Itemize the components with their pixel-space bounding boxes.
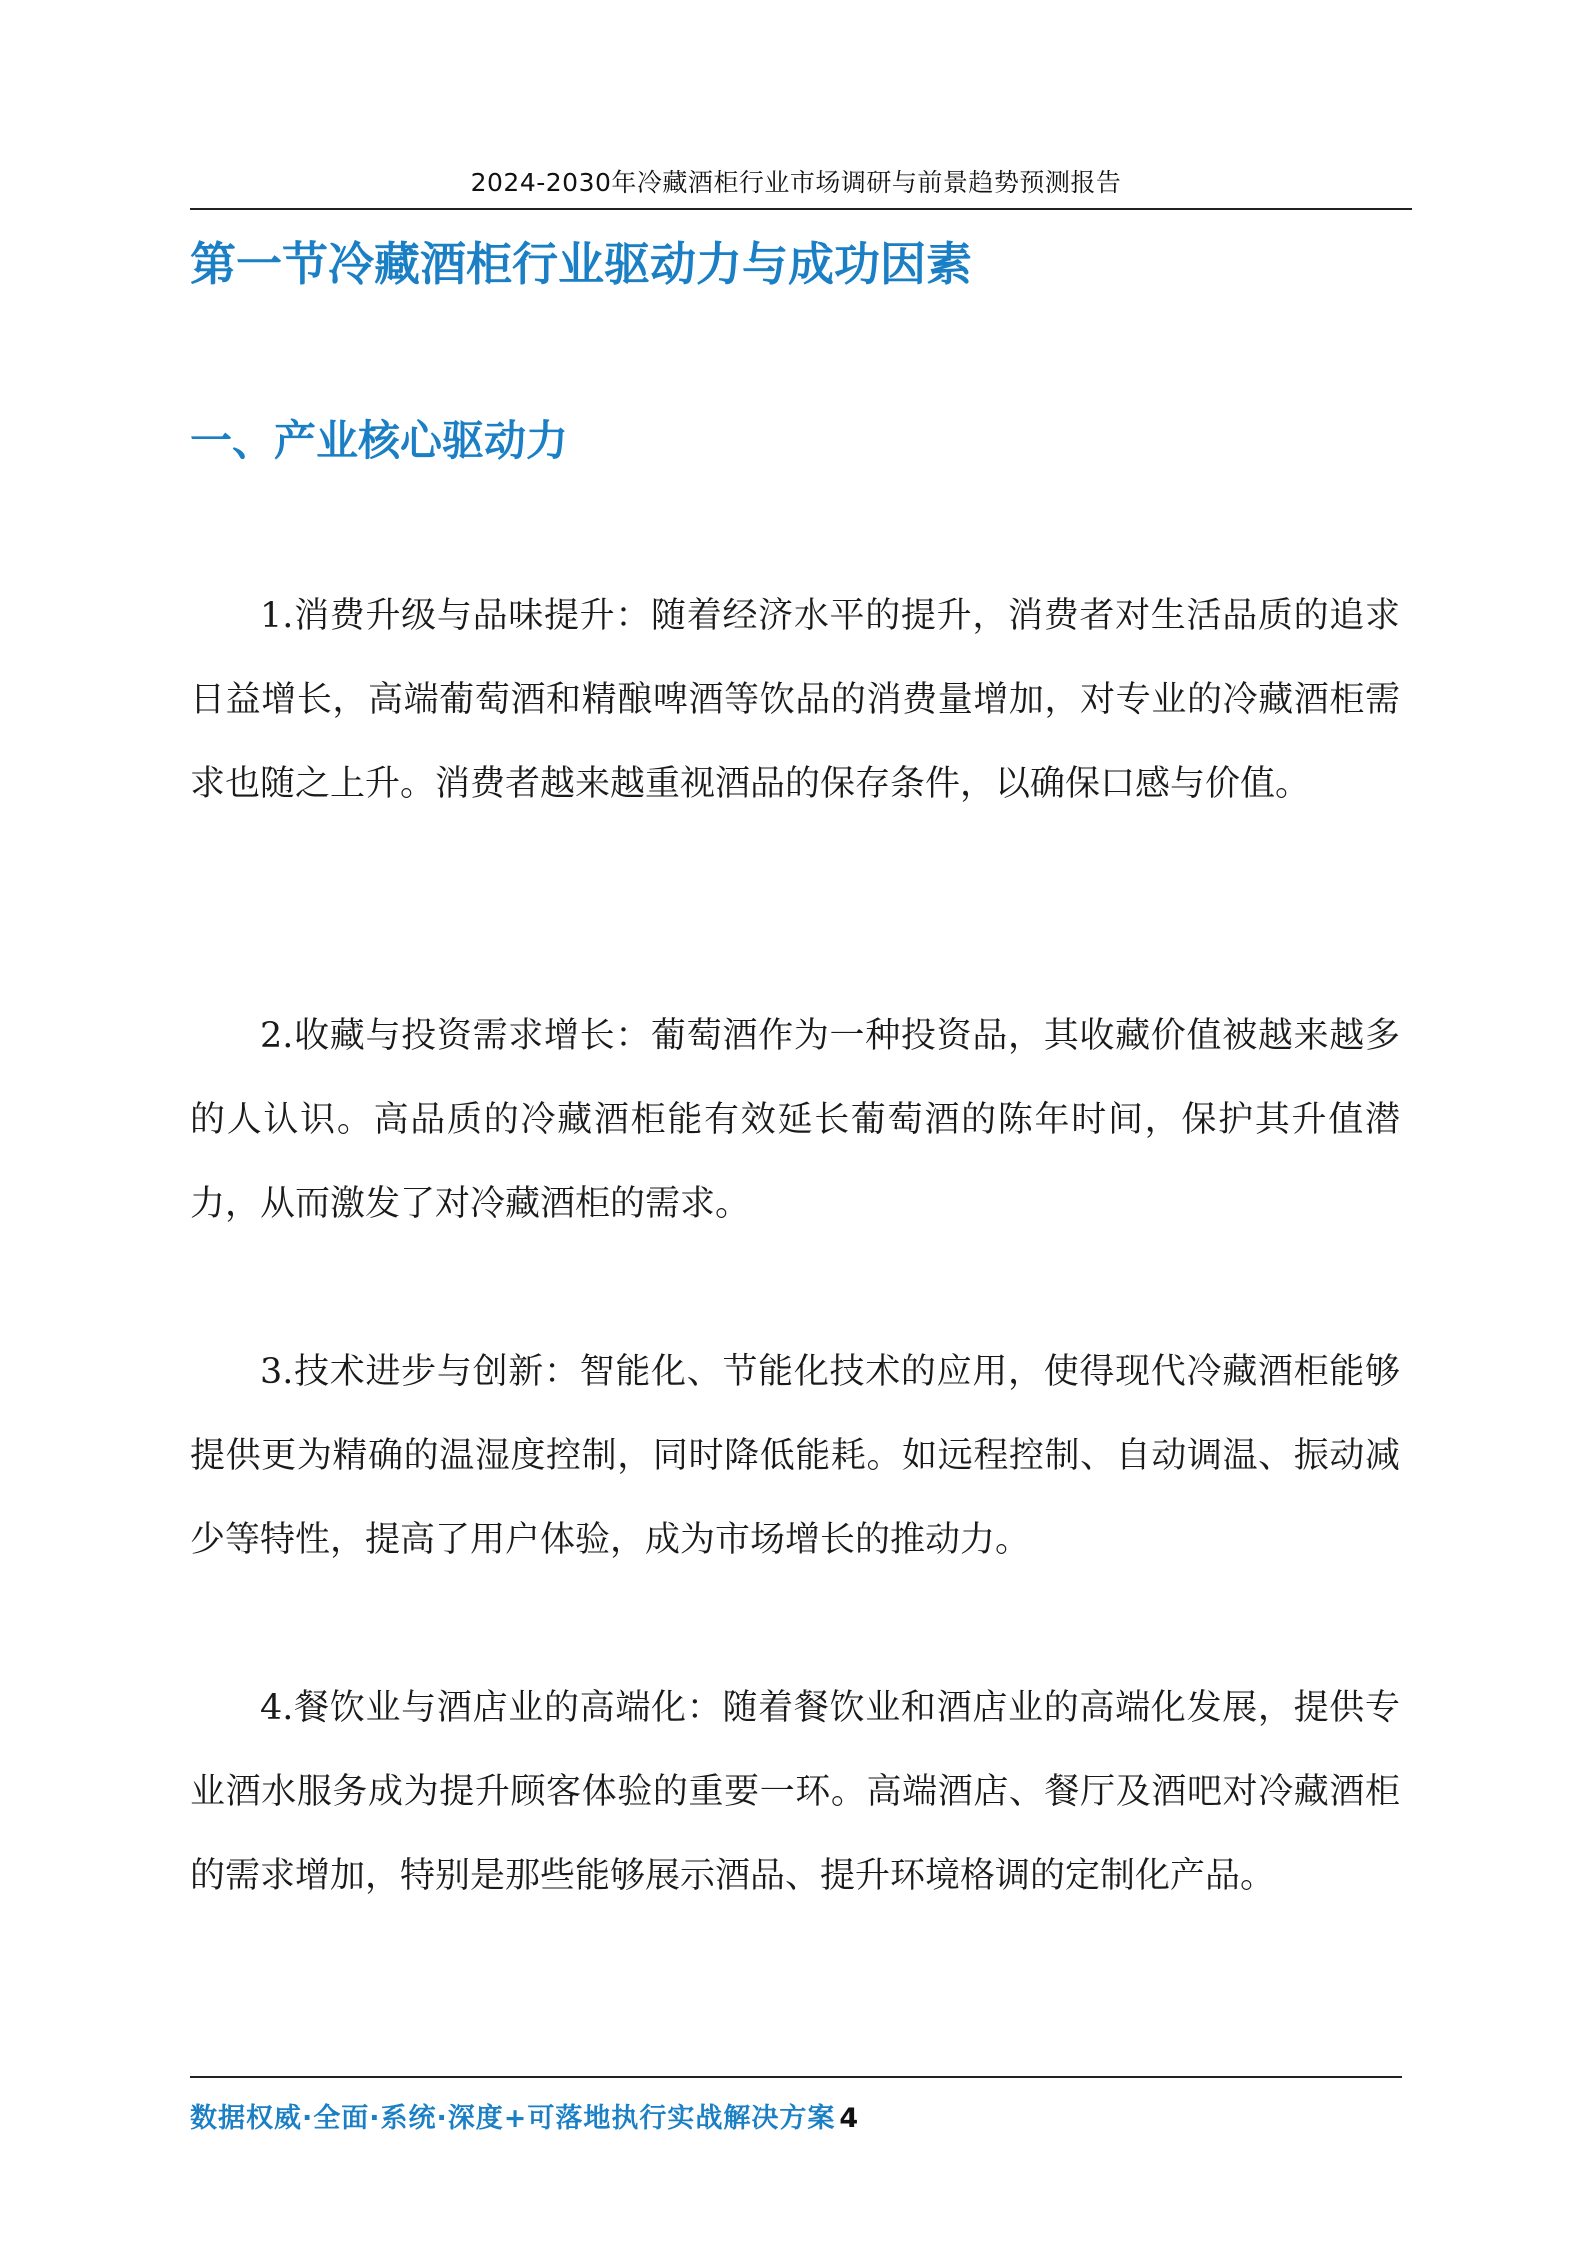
- section-title: 第一节冷藏酒柜行业驱动力与成功因素: [190, 237, 972, 291]
- page-number: 4: [839, 2103, 860, 2134]
- paragraph-hospitality-premium: 4.餐饮业与酒店业的高端化：随着餐饮业和酒店业的高端化发展，提供专业酒水服务成为提升顾客体验的重要一环。高端酒店、餐厅及酒吧对冷藏酒柜的需求增加，特别是那些能够展示酒品、提升环境格调的定制化产品。: [190, 1688, 1400, 1896]
- footer: [190, 2096, 859, 2135]
- paragraph-collection-investment: 2.收藏与投资需求增长：葡萄酒作为一种投资品，其收藏价值被越来越多的人认识。高品质的冷藏酒柜能有效延长葡萄酒的陈年时间，保护其升值潜力，从而激发了对冷藏酒柜的需求。: [190, 1016, 1400, 1224]
- paragraph-consumption-upgrade: 1.消费升级与品味提升：随着经济水平的提升，消费者对生活品质的追求日益增长，高端葡萄酒和精酿啤酒等饮品的消费量增加，对专业的冷藏酒柜需求也随之上升。消费者越来越重视酒品的保存条件，以确保口感与价值。: [190, 596, 1400, 804]
- header-divider: [190, 208, 1412, 210]
- running-header-title: 2024-2030年冷藏酒柜行业市场调研与前景趋势预测报告: [470, 168, 1122, 197]
- subsection-title: 一、产业核心驱动力: [190, 416, 569, 465]
- footer-divider: [190, 2076, 1402, 2078]
- footer-slogan: 数据权威·全面·系统·深度+可落地执行实战解决方案: [190, 2103, 836, 2134]
- paragraph-technology-innovation: 3.技术进步与创新：智能化、节能化技术的应用，使得现代冷藏酒柜能够提供更为精确的温湿度控制，同时降低能耗。如远程控制、自动调温、振动减少等特性，提高了用户体验，成为市场增长的推动力。: [190, 1352, 1400, 1560]
